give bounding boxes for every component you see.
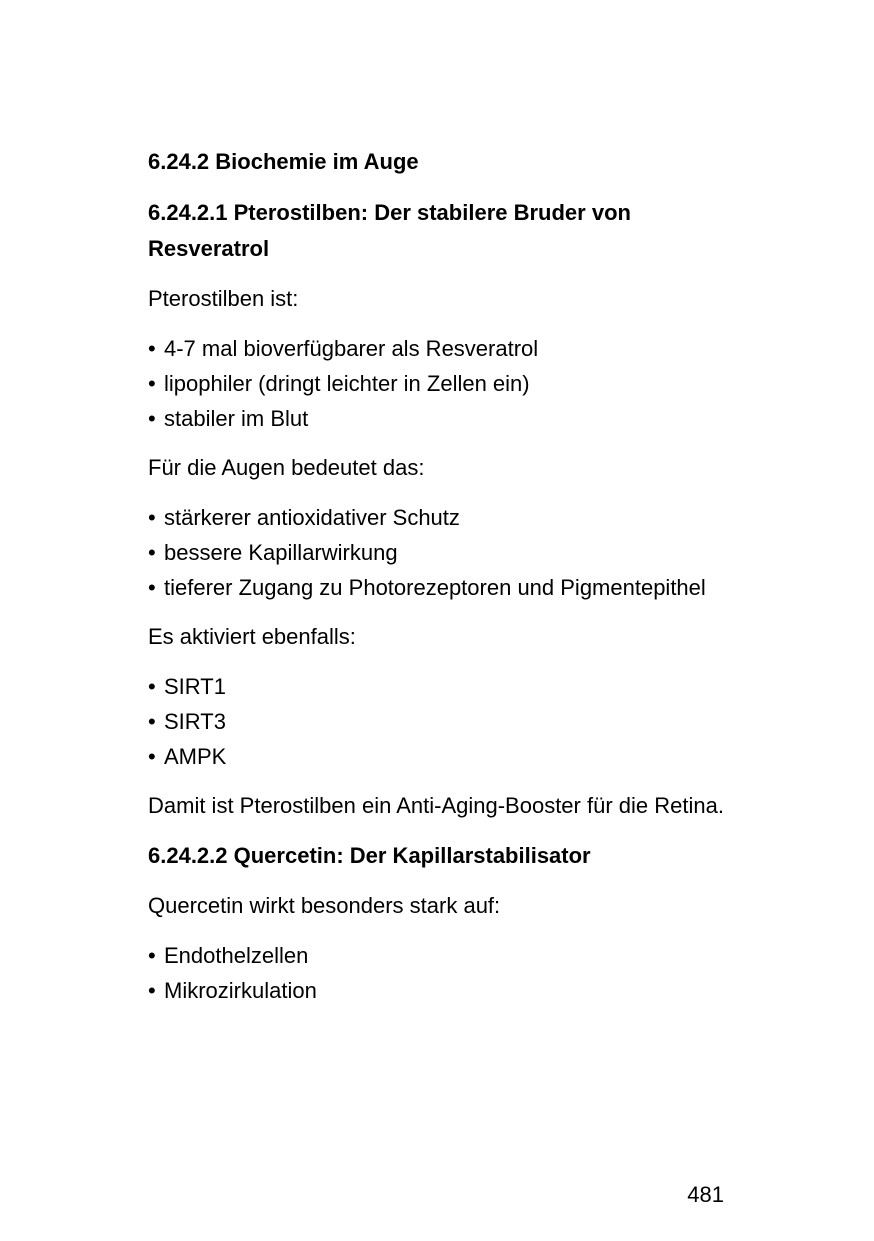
bullet-icon: • [148, 505, 156, 530]
list-item: • stärkerer antioxidativer Schutz [148, 500, 738, 535]
activates-intro: Es aktiviert ebenfalls: [148, 624, 356, 649]
bullet-icon: • [148, 709, 156, 734]
page-content [148, 143, 738, 1022]
activates-list [148, 669, 738, 774]
list-item: • bessere Kapillarwirkung [148, 535, 738, 570]
list-item: • Endothelzellen [148, 938, 738, 973]
page-number: 481 [687, 1182, 724, 1207]
bullet-icon: • [148, 336, 156, 361]
bullet-icon: • [148, 371, 156, 396]
pterostilben-heading: 6.24.2.1 Pterostilben: Der stabilere Bruder von Resveratrol [148, 200, 631, 261]
eyes-intro: Für die Augen bedeutet das: [148, 455, 425, 480]
bullet-icon: • [148, 406, 156, 431]
pterostilben-conclusion: Damit ist Pterostilben ein Anti-Aging-Booster für die Retina. [148, 793, 724, 818]
list-item: • stabiler im Blut [148, 401, 738, 436]
list-item: • SIRT1 [148, 669, 738, 704]
bullet-icon: • [148, 943, 156, 968]
list-item: • 4-7 mal bioverfügbarer als Resveratrol [148, 331, 738, 366]
quercetin-intro: Quercetin wirkt besonders stark auf: [148, 893, 501, 918]
bullet-icon: • [148, 978, 156, 1003]
pterostilben-properties-list [148, 331, 738, 436]
bullet-icon: • [148, 575, 156, 600]
pterostilben-intro: Pterostilben ist: [148, 286, 299, 311]
list-item: • lipophiler (dringt leichter in Zellen ein) [148, 366, 738, 401]
list-item: • Mikrozirkulation [148, 973, 738, 1008]
list-item: • tieferer Zugang zu Photorezeptoren und Pigmentepithel [148, 570, 738, 605]
eye-benefits-list [148, 500, 738, 605]
quercetin-heading: 6.24.2.2 Quercetin: Der Kapillarstabilisator [148, 843, 591, 868]
section-heading: 6.24.2 Biochemie im Auge [148, 149, 419, 174]
bullet-icon: • [148, 674, 156, 699]
list-item: • SIRT3 [148, 704, 738, 739]
quercetin-targets-list [148, 938, 738, 1008]
list-item: • AMPK [148, 739, 738, 774]
bullet-icon: • [148, 540, 156, 565]
bullet-icon: • [148, 744, 156, 769]
